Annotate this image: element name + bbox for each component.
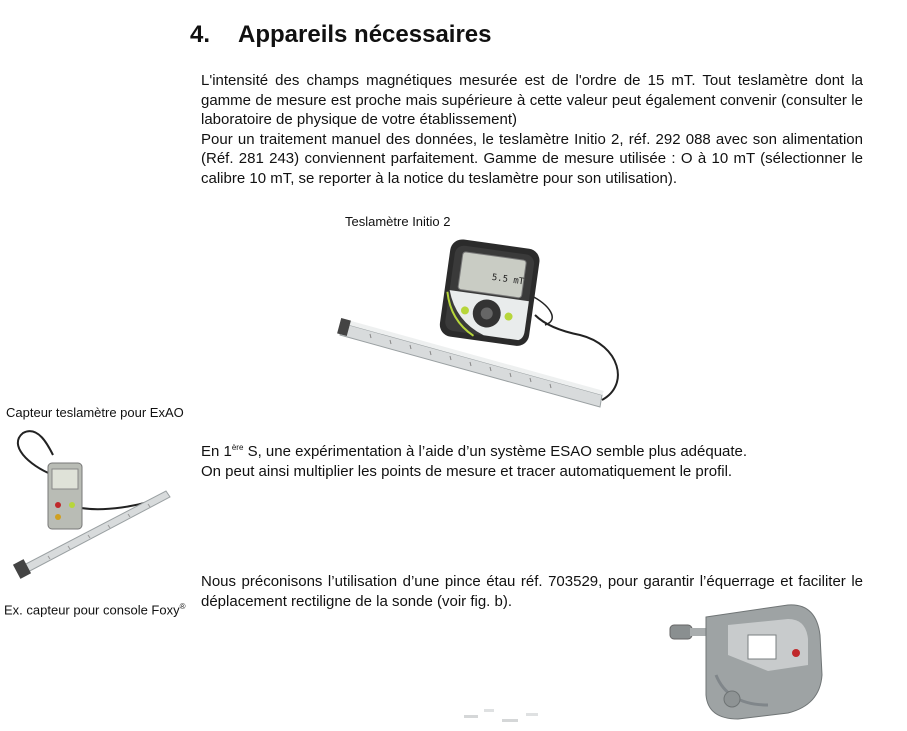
registered-mark: ® — [179, 602, 186, 611]
esao-line-2: On peut ainsi multiplier les points de mesure et tracer automatiquement le profil. — [201, 462, 733, 480]
intro-paragraph-2: Pour un traitement manuel des données, le teslamètre Initio 2, réf. 292 088 avec son alimentation (Réf. 281 243) conviennent parfaitement. Gamme de mesure utilisée : O à 10 mT (sélectionner le calibre 10 mT, se reporter à la notice du teslamètre pour son utilisation). — [201, 130, 863, 187]
intro-text — [201, 71, 863, 188]
esao-line-1 — [201, 438, 863, 462]
clamp-image — [668, 595, 828, 725]
foxy-caption — [4, 602, 186, 617]
display-reading: 5.5 mT — [491, 272, 525, 288]
intro-paragraph-1: L'intensité des champs magnétiques mesurée est de l'ordre de 15 mT. Tout teslamètre dont la gamme de mesure est proche mais supérieure à cette valeur peut également convenir (consulter le laboratoire de physique de votre établissement) — [201, 72, 863, 128]
teslameter-initio-image — [330, 235, 620, 415]
esao-line-1-pre: En 1 — [201, 443, 232, 460]
foxy-caption-text: Ex. capteur pour console Foxy — [4, 602, 180, 618]
esao-text — [201, 438, 863, 481]
initio-caption: Teslamètre Initio 2 — [345, 214, 451, 229]
decorative-smudge — [462, 705, 552, 731]
esao-ordinal-sup: ère — [231, 443, 244, 452]
section-number: 4. — [190, 21, 211, 48]
exao-probe-image — [8, 425, 180, 585]
esao-line-1-post: S, une expérimentation à l’aide d’un système ESAO semble plus adéquate. — [243, 443, 748, 460]
pince-paragraph: Nous préconisons l’utilisation d’une pince étau réf. 703529, pour garantir l’équerrage et faciliter le déplacement rectiligne de la sonde (voir fig. b). — [201, 573, 863, 610]
section-title: Appareils nécessaires — [238, 21, 492, 48]
section-heading — [190, 21, 492, 49]
exao-caption: Capteur teslamètre pour ExAO — [6, 405, 184, 420]
